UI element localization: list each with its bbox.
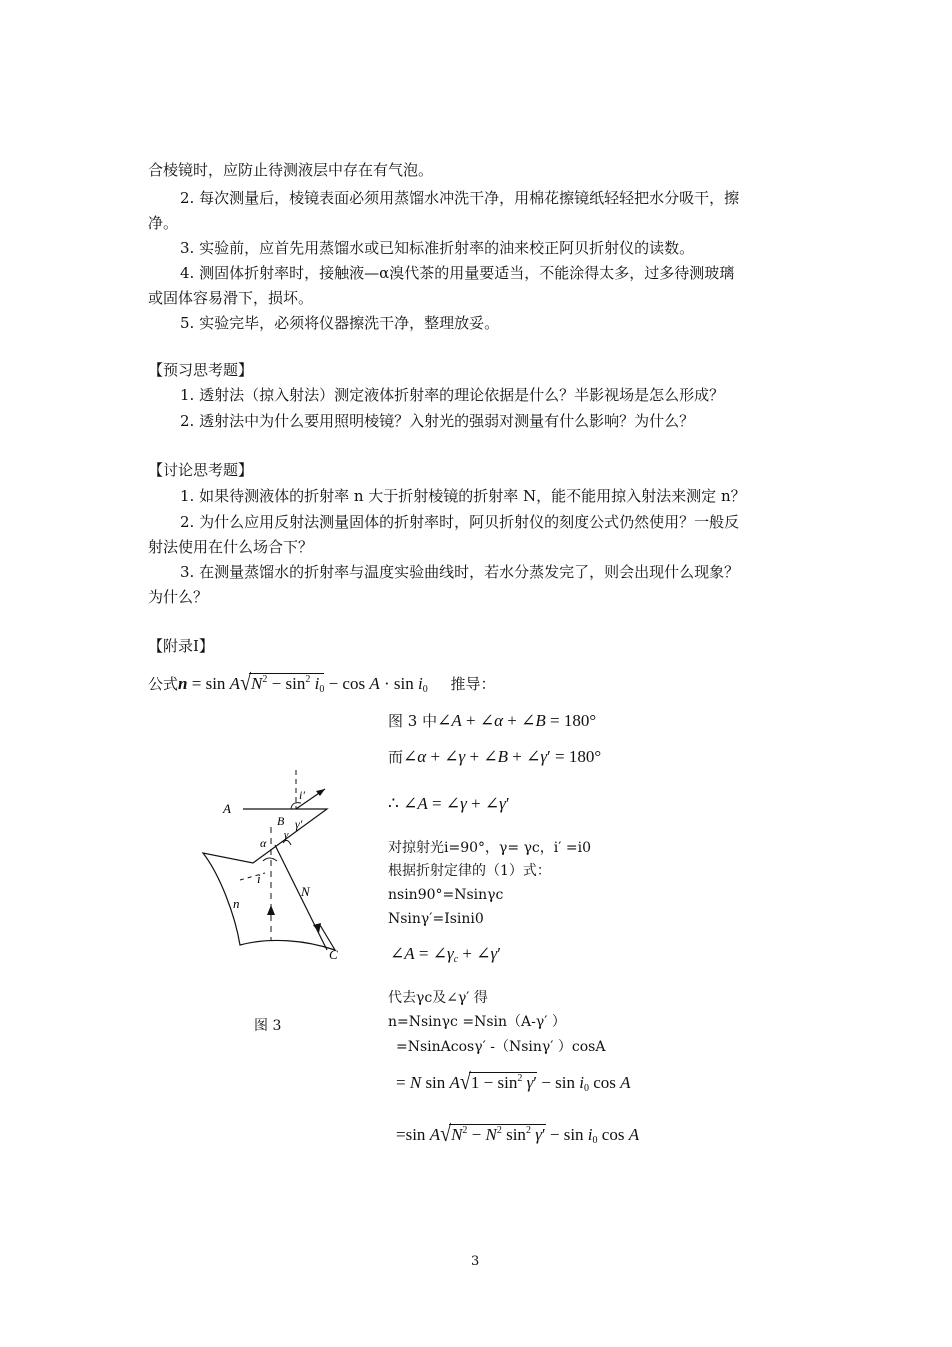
note-line-2: 2. 每次测量后，棱镜表面必须用蒸馏水冲洗干净，用棉花擦镜纸轻轻把水分吸干，擦	[180, 189, 740, 207]
note-line-4b: 或固体容易滑下，损坏。	[148, 289, 314, 307]
page-number: 3	[471, 1254, 480, 1269]
prism-diagram	[195, 765, 365, 970]
discussion-q2: 2. 为什么应用反射法测量固体的折射率时，阿贝折射仪的刻度公式仍然使用？一般反	[180, 513, 740, 531]
label-N: N	[301, 884, 310, 899]
eq2-line: Nsinγ′=Isini0	[388, 911, 484, 927]
arc-gamma	[283, 840, 291, 845]
note-line-5: 5. 实验完毕，必须将仪器擦洗干净，整理放妥。	[180, 314, 500, 332]
prism-outline	[203, 809, 335, 950]
law-line: 根据折射定律的（1）式：	[388, 863, 551, 879]
grazing-line: 对掠射光i=90°，γ= γc，i′ =i0	[388, 840, 591, 856]
substitute-line: 代去γc及∠γ′ 得	[388, 990, 488, 1006]
angle-eq-3: ∴ ∠A = ∠γ + ∠γ′	[388, 794, 510, 813]
discussion-q1: 1. 如果待测液体的折射率 n 大于折射棱镜的折射率 N，能不能用掠入射法来测定 n？	[180, 487, 746, 505]
step3-line: = N $\sin A√1 - \sin^2 \gamma' - \sin i_0$ cos A	[396, 1069, 631, 1095]
formula-prefix: 公式	[148, 675, 179, 693]
note-line-3: 3. 实验前，应首先用蒸馏水或已知标准折射率的油来校正阿贝折射仪的读数。	[180, 239, 695, 257]
label-i: i	[257, 871, 261, 886]
label-A: A	[223, 801, 231, 816]
arrow-upward	[267, 905, 275, 915]
main-formula: 公式$n = \sin A√N^2 - \sin^2 i_0 - \cos A \cdot \sin i_0$ 推导：	[148, 670, 496, 696]
discussion-q3: 3. 在测量蒸馏水的折射率与温度实验曲线时，若水分蒸发完了，则会出现什么现象？	[180, 563, 740, 581]
figure-caption: 图 3	[254, 1018, 282, 1034]
label-alpha: α	[260, 836, 267, 850]
note-line-1: 合棱镜时，应防止待测液层中存在有气泡。	[148, 161, 434, 179]
label-B: B	[277, 814, 285, 828]
discussion-heading: 【讨论思考题】	[148, 461, 254, 479]
label-gamma-prime: γ′	[295, 817, 303, 831]
preview-q1: 1. 透射法（掠入射法）测定液体折射率的理论依据是什么？半影视场是怎么形成？	[180, 386, 725, 404]
arc-bottom	[263, 858, 277, 861]
step4-line: =sin $A√N^2 - N^2$ $\sin^2 \gamma' - \sin i_0$ cos A	[396, 1121, 640, 1147]
normal-left	[240, 873, 265, 880]
fig3-prefix: 图 3 中	[388, 712, 438, 730]
and-prefix: 而	[388, 748, 404, 766]
angle-eq-2: 而∠α + ∠γ + ∠B + ∠γ′ = 180°	[388, 747, 602, 766]
note-line-2b: 净。	[148, 214, 179, 232]
label-gamma: γ	[284, 829, 289, 841]
angle-eq-4: ∠A = $\angle\gamma_c$ + ∠γ′	[390, 944, 501, 965]
discussion-q2b: 射法使用在什么场合下？	[148, 538, 314, 556]
preview-q2: 2. 透射法中为什么要用照明棱镜？入射光的强弱对测量有什么影响？为什么？	[180, 412, 695, 430]
therefore-symbol: ∴	[388, 794, 399, 813]
preview-heading: 【预习思考题】	[148, 361, 254, 379]
label-C: C	[329, 947, 338, 962]
label-i-prime: i′	[299, 788, 305, 802]
label-n: n	[233, 896, 240, 911]
appendix-heading: 【附录Ⅰ】	[148, 637, 214, 655]
discussion-q3b: 为什么？	[148, 588, 209, 606]
note-line-4: 4. 测固体折射率时，接触液—α溴代茶的用量要适当，不能涂得太多，过多待测玻璃	[180, 264, 735, 282]
step1-line: n=Nsinγc =Nsin（A-γ′ ）	[388, 1014, 566, 1030]
eq1-line: nsin90°=Nsinγc	[388, 887, 504, 903]
formula-suffix: 推导：	[450, 675, 496, 693]
angle-eq-1: 图 3 中∠A + ∠α + ∠B = 180°	[388, 711, 597, 730]
step2-line: =NsinAcosγ′ -（Nsinγ′ ）cosA	[396, 1039, 606, 1055]
